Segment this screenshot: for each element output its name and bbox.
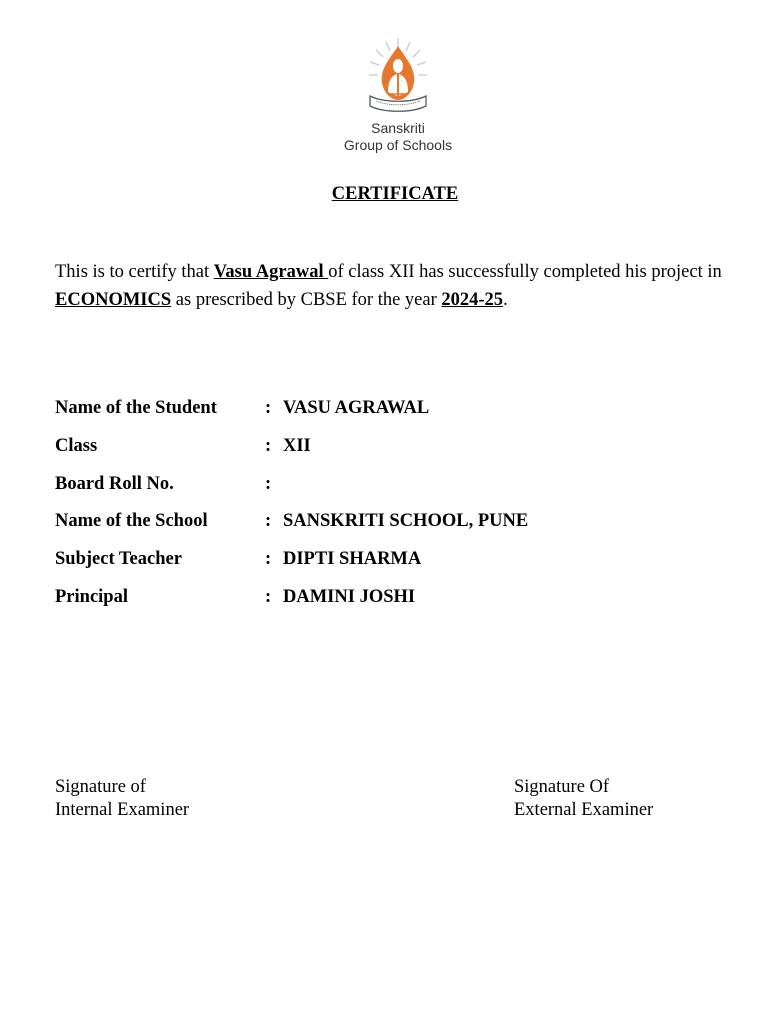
para-text-end: . [503, 290, 508, 310]
detail-value: SANSKRITI SCHOOL, PUNE [283, 511, 529, 532]
detail-colon: : [265, 435, 272, 456]
certificate-paragraph [55, 258, 735, 314]
logo-name-line1: Sanskriti [371, 120, 425, 136]
detail-label: Principal [55, 586, 128, 607]
lamp-hands-emblem-icon [364, 36, 432, 114]
detail-colon: : [265, 586, 272, 607]
internal-examiner-signature [55, 776, 189, 822]
certificate-title: CERTIFICATE [331, 184, 459, 204]
detail-colon: : [265, 549, 272, 570]
detail-colon: : [265, 511, 272, 532]
detail-label: Subject Teacher [55, 549, 182, 570]
signature-line: Signature of [55, 777, 146, 797]
detail-colon: : [265, 473, 272, 494]
para-text-mid1: of class XII has successfully completed his project in [328, 262, 722, 282]
detail-value: VASU AGRAWAL [283, 398, 430, 418]
signature-role: Internal Examiner [55, 800, 190, 820]
school-name [336, 120, 460, 154]
year-emphasis: 2024-25 [441, 290, 504, 310]
external-examiner-signature [514, 776, 653, 822]
para-text-pre: This is to certify that [55, 262, 214, 282]
detail-label: Class [55, 435, 98, 456]
detail-label: Board Roll No. [55, 473, 174, 494]
detail-label: Name of the School [55, 511, 208, 532]
signature-line: Signature Of [514, 777, 610, 797]
signature-role: External Examiner [514, 800, 654, 820]
detail-label: Name of the Student [55, 398, 217, 418]
detail-value: DAMINI JOSHI [283, 586, 416, 607]
detail-colon: : [265, 398, 272, 418]
school-logo [336, 36, 460, 156]
detail-value: XII [283, 435, 311, 456]
student-name-emphasis: Vasu Agrawal [213, 262, 329, 282]
subject-emphasis: ECONOMICS [55, 290, 172, 310]
detail-value: DIPTI SHARMA [283, 549, 422, 570]
para-text-mid2: as prescribed by CBSE for the year [171, 290, 442, 310]
logo-name-line2: Group of Schools [343, 137, 453, 153]
